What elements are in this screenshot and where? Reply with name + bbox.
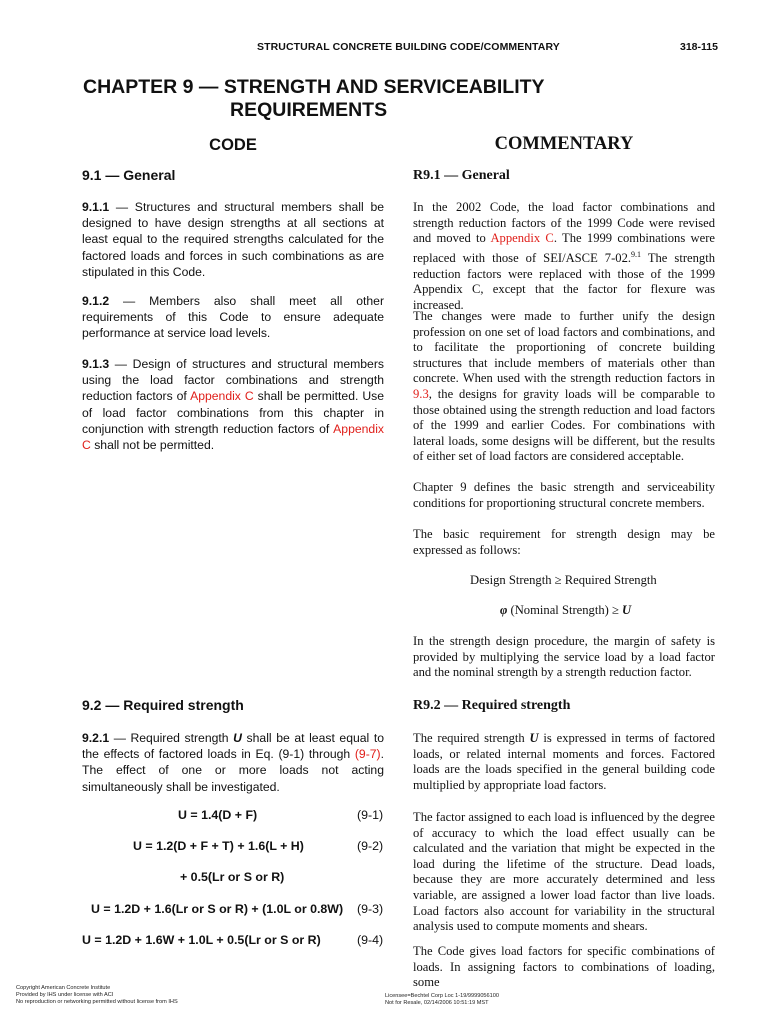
reference-superscript: 9.1 xyxy=(631,249,642,259)
footer-line: Copyright American Concrete Institute xyxy=(16,985,111,991)
code-column-heading: CODE xyxy=(209,136,257,154)
equation-number: (9-2) xyxy=(357,839,384,853)
commentary-text: In the strength design procedure, the margin of safety is provided by multiplying the service load by a load factor and the nominal strength by a strength reduction factor. xyxy=(413,634,715,680)
appendix-c-link[interactable]: Appendix C xyxy=(190,389,254,404)
commentary-text: The changes were made to further unify the design profession on one set of load factors and combinations, and to facilitate the proportioning of concrete building structures that include members of materials other than concrete. When used with the strength reduction factors in xyxy=(413,309,715,386)
paragraph-9-1-3 xyxy=(82,356,384,453)
running-header-title: STRUCTURAL CONCRETE BUILDING CODE/COMMENTARY xyxy=(257,41,560,53)
equation-9-3 xyxy=(91,902,343,916)
equation-9-4 xyxy=(82,933,321,947)
chapter-title-line1: CHAPTER 9 — STRENGTH AND SERVICEABILITY xyxy=(83,76,545,98)
equation-expression: U = 1.2D + 1.6(Lr or S or R) + (1.0L or 0.8W) xyxy=(91,902,344,916)
clause-text: — Structures and structural members shall be designed to have design strengths at all sections at least equal to the required strengths calculated for the factored loads and forces in such combinations as are stipulated in this Code. xyxy=(82,200,384,279)
page-number: 318-115 xyxy=(680,41,718,53)
commentary-text: In the 2002 Code, the load factor combinations and strength reduction factors of the 1999 Code were revised and moved to xyxy=(413,200,715,246)
clause-number: 9.1.3 xyxy=(82,357,110,371)
commentary-text: The required strength xyxy=(413,731,530,745)
formula-nominal-strength xyxy=(500,603,631,618)
commentary-paragraph-2 xyxy=(413,309,715,465)
equation-expression: U = 1.4(D + F) xyxy=(178,808,258,822)
paragraph-9-1-1 xyxy=(82,199,384,280)
commentary-paragraph-5 xyxy=(413,634,715,681)
section-9-2-heading: 9.2 — Required strength xyxy=(82,697,244,713)
commentary-paragraph-8 xyxy=(413,944,715,991)
equation-number: (9-3) xyxy=(357,902,384,916)
commentary-paragraph-1 xyxy=(413,200,715,313)
clause-number: 9.1.1 xyxy=(82,200,110,214)
appendix-c-link[interactable]: Appendix C xyxy=(490,231,554,246)
commentary-text: The Code gives load factors for specific combinations of loads. In assigning factors to combinations of loading, some xyxy=(413,944,715,990)
clause-text: shall be permitted. Use of load factor combinations from this chapter in conjunction with strength reduction factors of xyxy=(82,389,384,436)
section-9-3-link[interactable]: 9.3 xyxy=(413,386,429,401)
copyright-footer xyxy=(16,985,178,1006)
variable-u: U xyxy=(622,603,632,617)
paragraph-9-2-1 xyxy=(82,730,384,795)
equation-expression: U = 1.2D + 1.6W + 1.0L + 0.5(Lr or S or R) xyxy=(82,933,321,947)
formula-text: (Nominal Strength) ≥ xyxy=(507,603,623,617)
equation-number: (9-1) xyxy=(357,808,384,822)
section-r9-1-heading: R9.1 — General xyxy=(413,168,510,183)
equation-9-2-continuation xyxy=(180,870,284,884)
commentary-text: is expressed in terms of factored loads, or related internal moments and forces. Factored loads are the loads specified in the general building code multiplied by appropriate load factors. xyxy=(413,731,715,792)
equation-9-1 xyxy=(178,808,257,822)
commentary-text: The basic requirement for strength design may be expressed as follows: xyxy=(413,527,715,557)
footer-line: No reproduction or networking permitted without license from IHS xyxy=(16,999,178,1005)
commentary-text: . The 1999 combinations were replaced with those of SEI/ASCE 7-02. xyxy=(413,231,716,265)
license-footer xyxy=(385,993,499,1007)
paragraph-9-1-2 xyxy=(82,293,384,342)
section-r9-2-heading: R9.2 — Required strength xyxy=(413,698,571,713)
footer-line: Licensee=Bechtel Corp Loc 1-19/9999056100 xyxy=(385,993,499,999)
commentary-paragraph-4 xyxy=(413,527,715,558)
clause-text: shall be at least equal to the effects of factored loads in Eq. (9-1) through xyxy=(82,731,384,762)
formula-design-strength: Design Strength ≥ Required Strength xyxy=(470,573,657,587)
appendix-c-link[interactable]: Appendix C xyxy=(82,421,384,453)
commentary-text: Chapter 9 defines the basic strength and serviceability conditions for proportioning structural concrete members. xyxy=(413,480,715,510)
clause-text: shall not be permitted. xyxy=(90,438,215,453)
variable-u: U xyxy=(529,731,539,745)
commentary-text: The strength reduction factors were replaced with those of the 1999 Appendix C, except that the factor for flexure was increased. xyxy=(413,250,715,312)
equation-expression: + 0.5(Lr or S or R) xyxy=(180,870,285,884)
chapter-title-line2: REQUIREMENTS xyxy=(230,99,388,121)
clause-text: . The effect of one or more loads not acting simultaneously shall be investigated. xyxy=(82,747,384,794)
commentary-text: The factor assigned to each load is influenced by the degree of accuracy to which the load effect usually can be calculated and the variation that might be expected in the load during the lifetime of the structure. Dead loads, because they are more accurately determined and less variable, are assigned a lower load factor than live loads. Load factors also account for variability in the structural analysis used to compute moments and shears. xyxy=(413,810,715,934)
commentary-column-heading: COMMENTARY xyxy=(494,134,634,154)
equation-9-7-link[interactable]: (9-7) xyxy=(354,747,381,762)
section-9-1-heading: 9.1 — General xyxy=(82,167,176,183)
clause-text: — Required strength xyxy=(109,731,234,745)
equation-9-2 xyxy=(133,839,304,853)
clause-number: 9.1.2 xyxy=(82,294,110,308)
clause-text: — Design of structures and structural members using the load factor combinations and strength reduction factors of xyxy=(82,357,384,404)
commentary-text: , the designs for gravity loads will be comparable to those obtained using the strength reduction and load factors of the 1999 and earlier Codes. For combinations with lateral loads, some designs will be different, but the results of either set of load factors are considered acceptable. xyxy=(413,386,715,464)
commentary-paragraph-7 xyxy=(413,810,715,935)
commentary-paragraph-6 xyxy=(413,731,715,793)
phi-symbol: φ xyxy=(500,603,508,617)
equation-number: (9-4) xyxy=(357,933,384,947)
commentary-paragraph-3 xyxy=(413,480,715,511)
chapter-title xyxy=(83,76,683,122)
equation-expression: U = 1.2(D + F + T) + 1.6(L + H) xyxy=(133,839,304,853)
variable-u: U xyxy=(233,731,242,745)
clause-number: 9.2.1 xyxy=(82,731,110,745)
footer-line: Not for Resale, 02/14/2006 10:51:19 MST xyxy=(385,1000,489,1006)
footer-line: Provided by IHS under license with ACI xyxy=(16,992,114,998)
clause-text: — Members also shall meet all other requirements of this Code to ensure adequate performance at service load levels. xyxy=(82,294,384,341)
